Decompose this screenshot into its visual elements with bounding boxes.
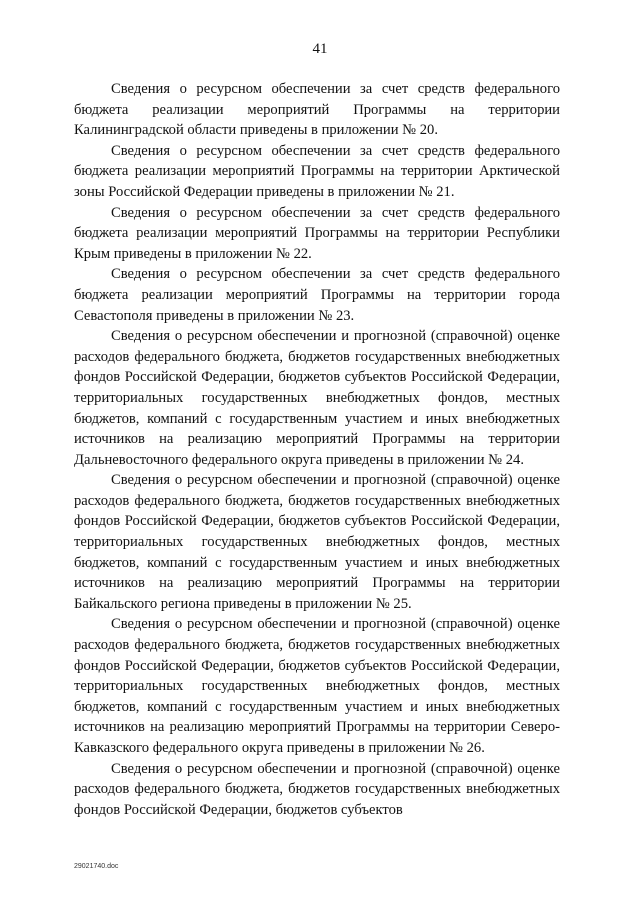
page-number: 41 [312,41,328,57]
document-body [74,79,560,820]
paragraph-continued: Сведения о ресурсном обеспечении и прогнозной (справочной) оценке расходов федерального бюджета, бюджетов государственных внебюджетных фондов Российской Федерации, бюджетов субъектов [74,760,560,818]
paragraph-appendix-25: Сведения о ресурсном обеспечении и прогнозной (справочной) оценке расходов федерального бюджета, бюджетов государственных внебюджетных фондов Российской Федерации, бюджетов субъектов Российской Федерации, территориальных государственных внебюджетных фондов, местных бюджетов, компаний с государственным участием и иных внебюджетных источников на реализацию мероприятий Программы на территории Байкальского региона приведены в приложении № 25. [74,472,560,612]
paragraph-appendix-22: Сведения о ресурсном обеспечении за счет средств федерального бюджета реализации мероприятий Программы на территории Республики Крым приведены в приложении № 22. [74,204,560,262]
file-name-footer: 29021740.doc [74,863,119,870]
paragraph-appendix-26: Сведения о ресурсном обеспечении и прогнозной (справочной) оценке расходов федерального бюджета, бюджетов государственных внебюджетных фондов Российской Федерации, бюджетов субъектов Российской Федерации, территориальных государственных внебюджетных фондов, местных бюджетов, компаний с государственным участием и иных внебюджетных источников на реализацию мероприятий Программы на территории Северо-Кавказского федерального округа приведены в приложении № 26. [74,616,560,756]
paragraph-appendix-23: Сведения о ресурсном обеспечении за счет средств федерального бюджета реализации мероприятий Программы на территории города Севастополя приведены в приложении № 23. [74,266,560,324]
paragraph-appendix-24: Сведения о ресурсном обеспечении и прогнозной (справочной) оценке расходов федерального бюджета, бюджетов государственных внебюджетных фондов Российской Федерации, бюджетов субъектов Российской Федерации, территориальных государственных внебюджетных фондов, местных бюджетов, компаний с государственным участием и иных внебюджетных источников на реализацию мероприятий Программы на территории Дальневосточного федерального округа приведены в приложении № 24. [74,328,560,468]
paragraph-appendix-21: Сведения о ресурсном обеспечении за счет средств федерального бюджета реализации мероприятий Программы на территории Арктической зоны Российской Федерации приведены в приложении № 21. [74,142,560,200]
paragraph-appendix-20: Сведения о ресурсном обеспечении за счет средств федерального бюджета реализации мероприятий Программы на территории Калининградской области приведены в приложении № 20. [74,81,560,139]
